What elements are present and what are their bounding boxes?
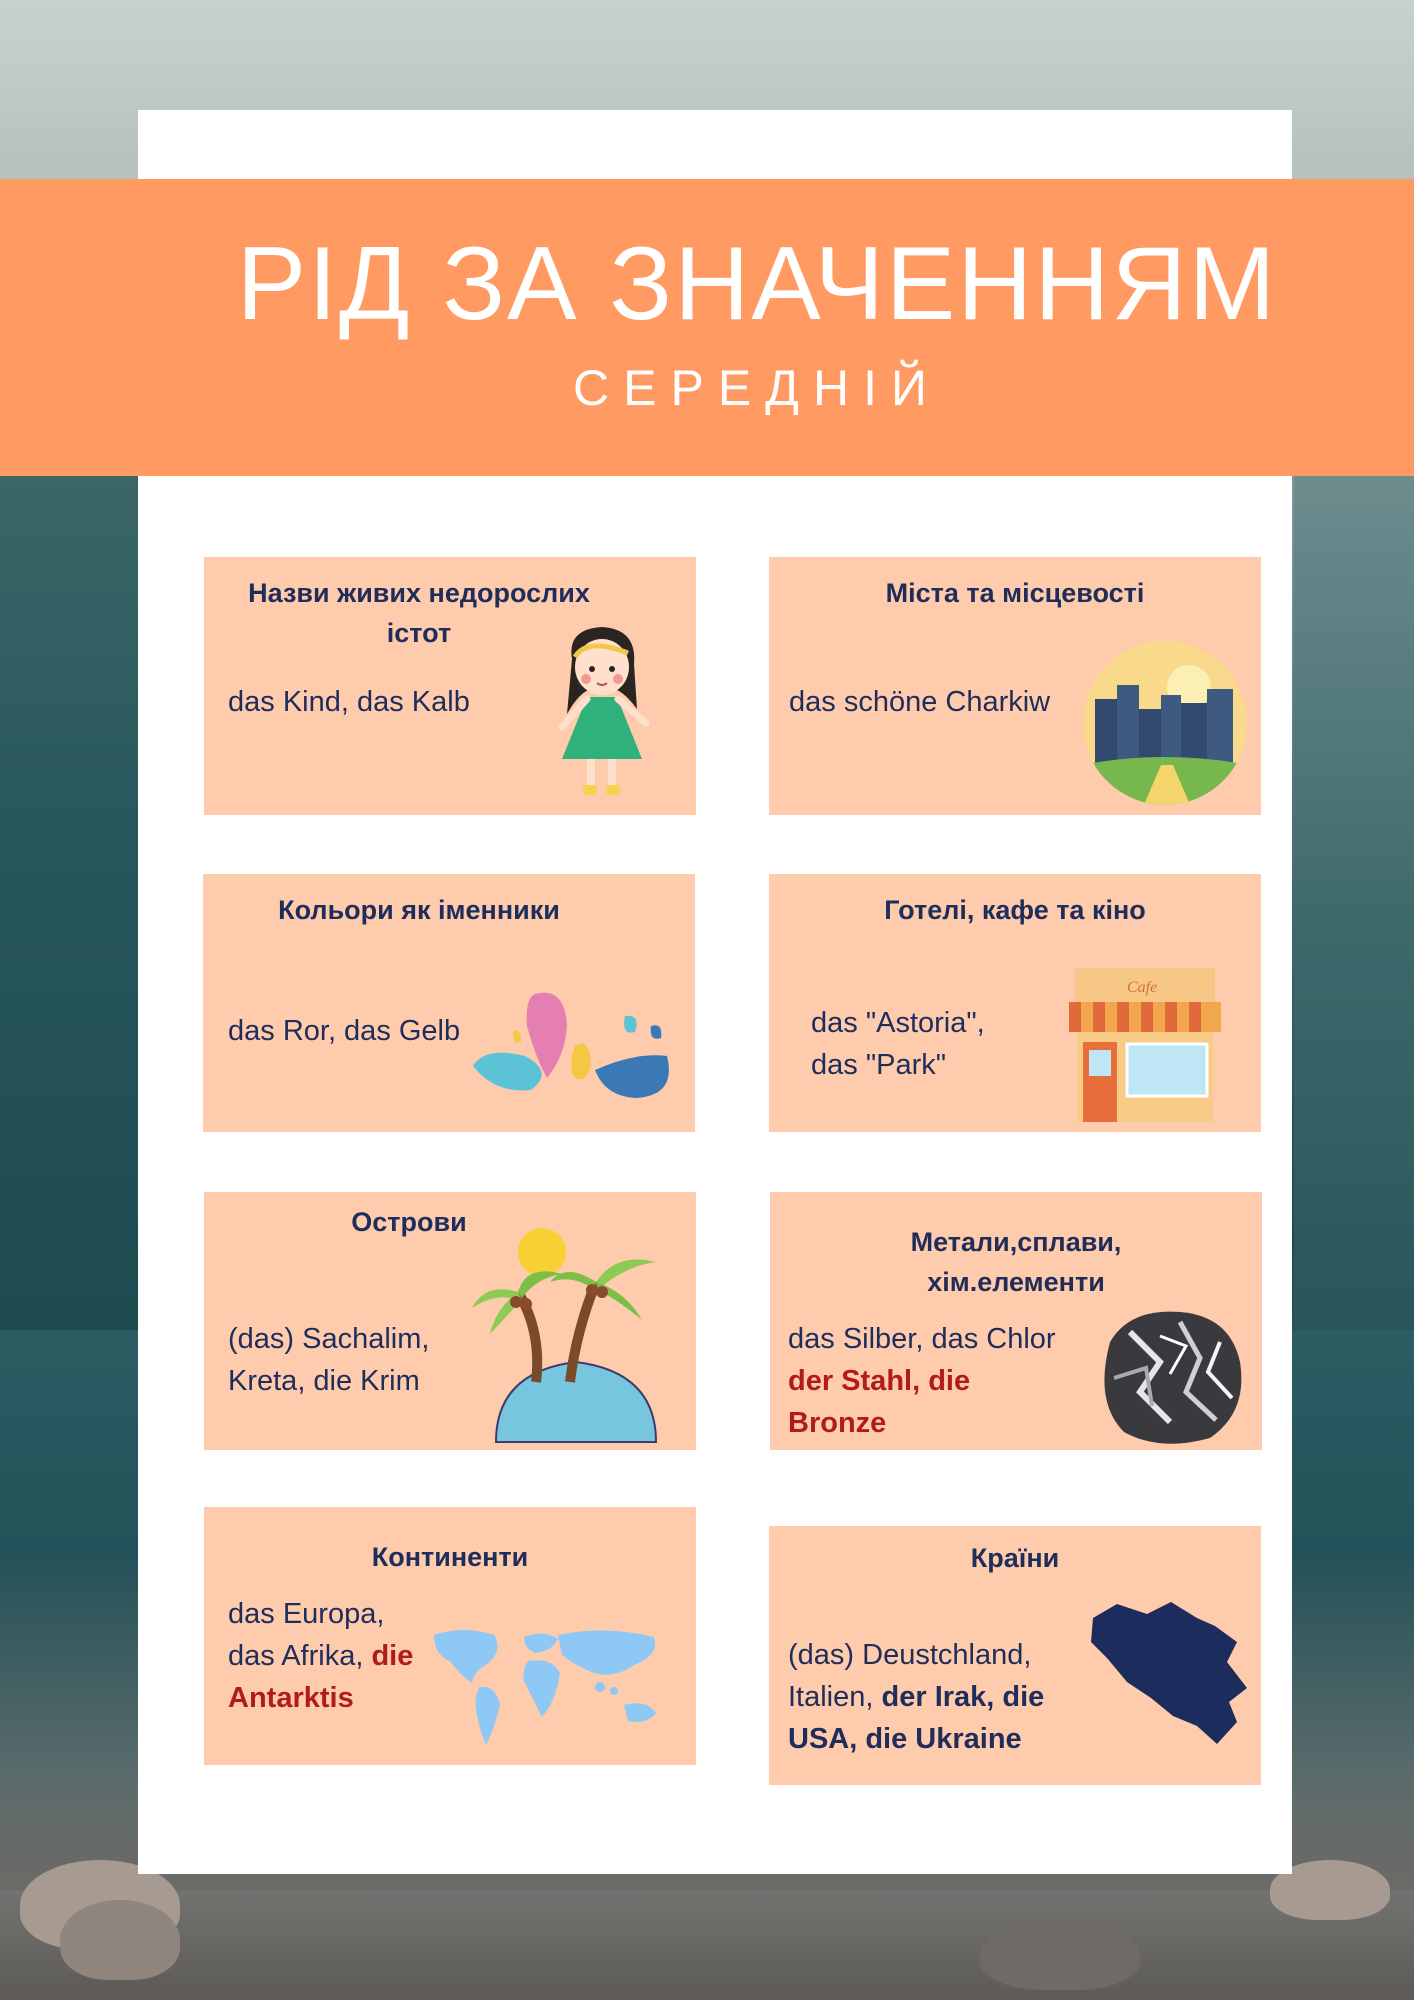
card-living-beings [204,557,696,815]
card-cities [769,557,1261,815]
text-line: Italien, [788,1681,874,1713]
card-text [788,1318,1056,1444]
card-islands [204,1192,696,1450]
country-map-icon [1087,1598,1257,1748]
highlight-line: Antarktis [228,1682,354,1714]
card-hotels-cafes-cinemas [769,874,1261,1132]
highlight-line: der Stahl, die [788,1365,971,1397]
text-line: das "Astoria", [811,1007,985,1039]
highlight-inline: der Irak, die [881,1681,1045,1713]
card-title [790,1222,1242,1302]
card-text [811,1002,985,1086]
card-title: Острови [351,1207,467,1237]
palm-island-icon [466,1222,686,1444]
card-title: Країни [970,1543,1060,1573]
card-text: das Kind, das Kalb [228,686,470,718]
text-line: das Europa, [228,1598,385,1630]
card-text [788,1634,1044,1760]
card-title: Готелі, кафе та кіно [884,895,1146,925]
text-line: das Silber, das Chlor [788,1323,1056,1355]
rock [60,1900,180,1980]
text-line: das Afrika, [228,1640,364,1672]
girl-icon [542,619,672,809]
paint-splash-icon [465,986,685,1106]
card-text [228,1318,429,1402]
card-title: Міста та місцевості [885,578,1145,608]
title-line: хім.елементи [927,1267,1105,1297]
rock [980,1920,1140,1990]
highlight-line: USA, die Ukraine [788,1723,1022,1755]
page-title: РІД ЗА ЗНАЧЕННЯМ [236,226,1278,342]
card-text: das Ror, das Gelb [228,1015,461,1047]
cafe-icon [1069,966,1221,1122]
card-continents [204,1507,696,1765]
card-title: Кольори як іменники [278,895,560,925]
highlight-inline: die [371,1640,414,1672]
card-colors [203,874,695,1132]
mountain-left [0,470,140,1350]
card-text: das schöne Charkiw [789,686,1051,718]
highlight-line: Bronze [788,1407,887,1439]
metal-foil-icon [1090,1302,1250,1452]
text-line: Kreta, die Krim [228,1365,420,1397]
mountain-right [1294,470,1414,1350]
card-metals [770,1192,1262,1450]
title-line: Метали,сплави, [910,1227,1122,1257]
cafe-sign: Cafe [1127,979,1158,996]
page-subtitle: СЕРЕДНІЙ [573,360,941,416]
world-map-icon [424,1625,674,1751]
text-line: (das) Sachalim, [228,1323,430,1355]
text-line: das "Park" [811,1049,947,1081]
card-countries [769,1526,1261,1785]
card-title: Континенти [371,1542,529,1572]
card-title: Назви живих недорослих істот [248,578,590,648]
city-icon [1081,639,1249,807]
card-text [228,1593,413,1719]
text-line: (das) Deustchland, [788,1639,1032,1671]
